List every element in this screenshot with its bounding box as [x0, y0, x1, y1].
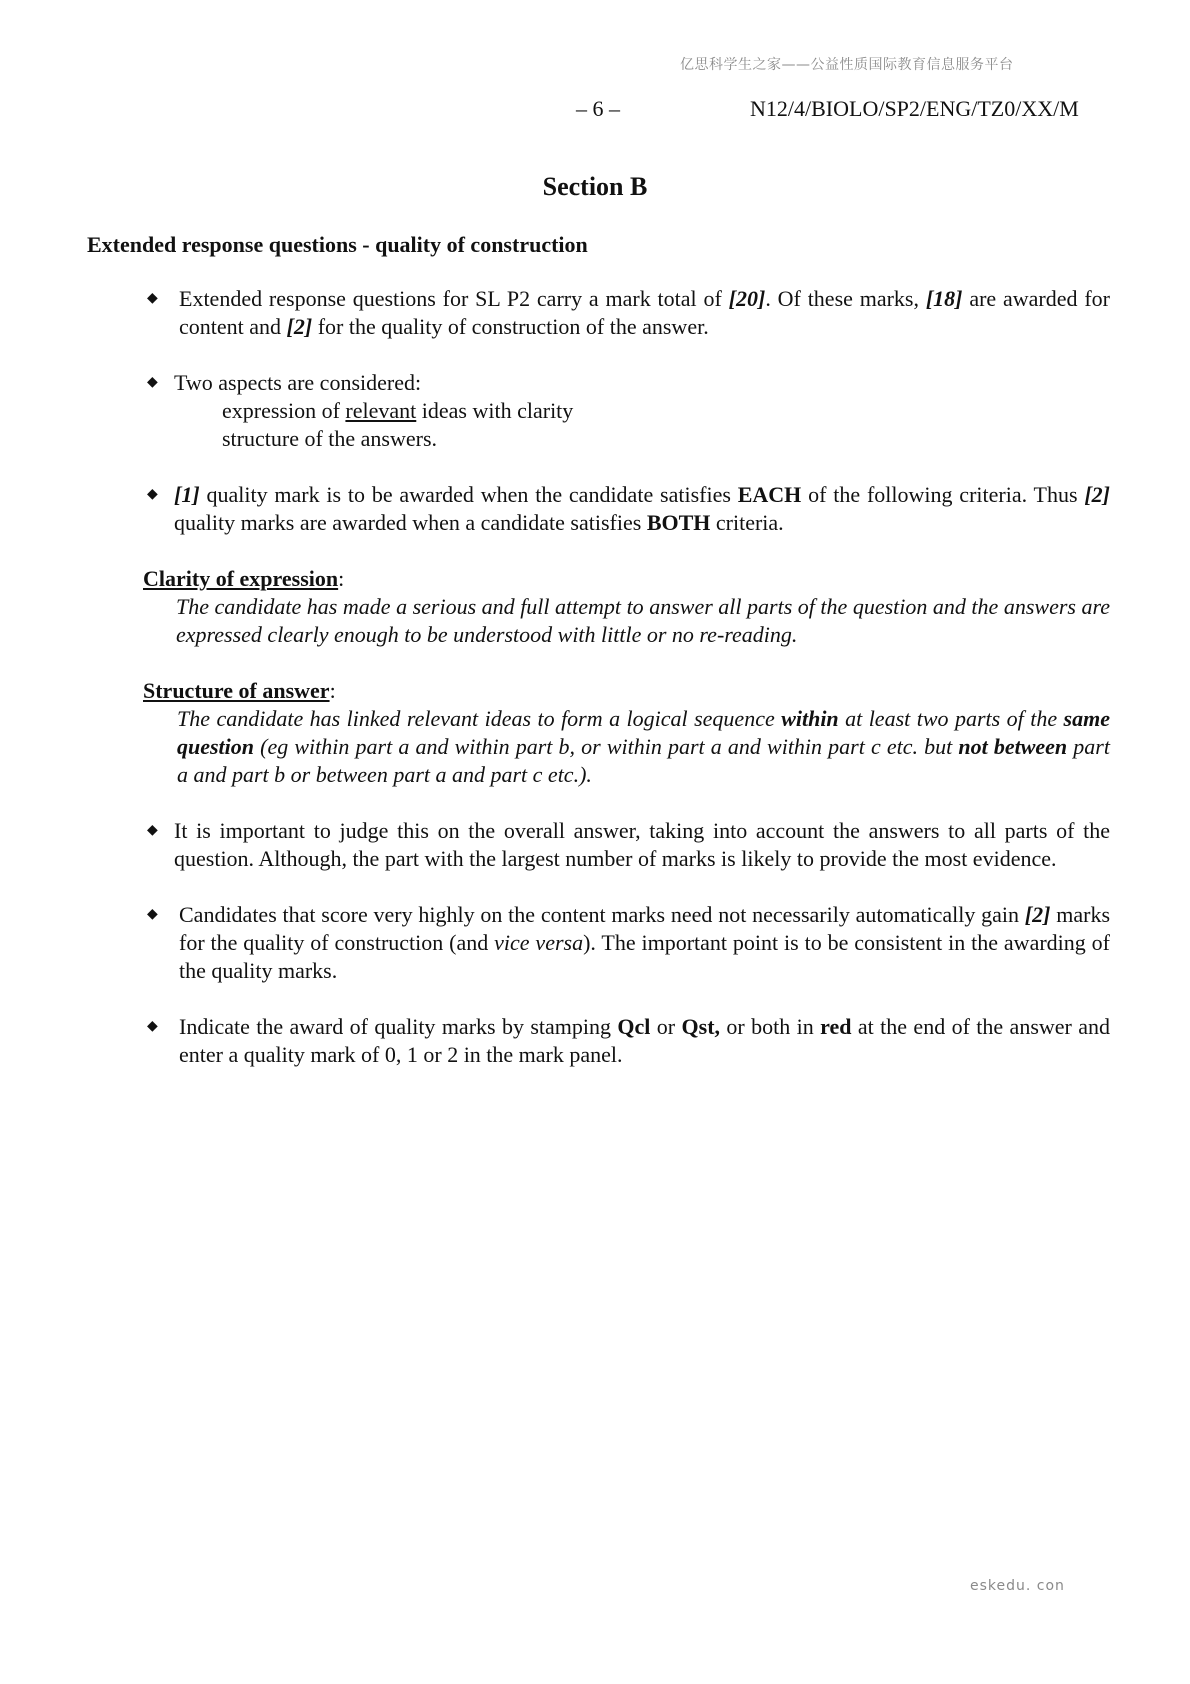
emphasis: red — [820, 1014, 852, 1039]
watermark-bottom: eskedu. con — [970, 1578, 1065, 1594]
bullet-stamping: ◆ Indicate the award of quality marks by stamping Qcl or Qst, or both in red at the end of the answer and enter a quality mark of 0, 1 or 2 in the mark panel. — [147, 1014, 1111, 1067]
bullet-text: are awarded for content and — [179, 286, 1110, 339]
italic-phrase: vice versa — [494, 930, 584, 955]
mark-value: [20] — [728, 286, 766, 311]
criterion-title: Clarity of expression: — [143, 566, 345, 591]
section-title: Section B — [542, 172, 648, 201]
stamp-code: Qcl — [617, 1014, 651, 1039]
aspect-item: structure of the answers. — [222, 426, 438, 451]
mark-value: [2] — [1084, 482, 1110, 507]
bullet-icon: ◆ — [147, 907, 158, 922]
criterion-body: The candidate has made a serious and full attempt to answer all parts of the question and the answers are expressed clearly enough to be understood with little or no re-reading. — [176, 594, 1110, 647]
bullet-quality-mark: ◆ [1] quality mark is to be awarded when the candidate satisfies EACH of the following criteria. Thus [2] quality marks are awarded when a candidate satisfies BOTH criteria. — [147, 482, 1110, 535]
bullet-icon: ◆ — [147, 291, 158, 306]
bullet-text: It is important to judge this on the overall answer, taking into account the answers to all parts of the question. Although, the part with the largest number of marks is likely to provide the most evidence. — [174, 818, 1110, 871]
subheading: Extended response questions - quality of construction — [87, 232, 588, 257]
bullet-icon: ◆ — [147, 823, 158, 838]
stamp-code: Qst, — [681, 1014, 721, 1039]
bullet-text: for the quality of construction of the answer. — [312, 314, 709, 339]
bullet-text: Two aspects are considered: — [174, 370, 422, 395]
document-body — [87, 285, 1110, 1097]
emphasis: BOTH — [646, 510, 711, 535]
emphasis: EACH — [737, 482, 802, 507]
underlined-word: relevant — [345, 398, 417, 423]
bullet-overall-answer — [87, 817, 1110, 873]
mark-value: [18] — [925, 286, 963, 311]
bullet-mark-total — [87, 285, 1110, 341]
bullet-icon: ◆ — [147, 375, 158, 390]
page-number: – 6 – — [576, 96, 620, 121]
aspect-item: expression of relevant ideas with clarity — [222, 398, 574, 423]
mark-value: [2] — [1024, 902, 1051, 927]
criterion-title: Structure of answer: — [143, 678, 336, 703]
criterion-structure — [87, 677, 1110, 789]
criterion-clarity — [87, 565, 1110, 649]
bullet-high-scores: ◆ Candidates that score very highly on the content marks need not necessarily automatically gain [2] marks for the quality of construction (and vice versa). The important point is to be consistent in the awarding of the quality marks. — [147, 902, 1110, 983]
bullet-text: Extended response questions for SL P2 carry a mark total of — [179, 286, 729, 311]
bullet-icon: ◆ — [147, 487, 158, 502]
mark-value: [2] — [286, 314, 313, 339]
bullet-icon: ◆ — [147, 1019, 158, 1034]
criterion-body: The candidate has linked relevant ideas to form a logical sequence within at least two parts of the same question (eg within part a and within part b, or within part a and within part c etc. but not between part a and part b or between part a and part c etc.). — [177, 706, 1110, 787]
watermark-top: 亿思科学生之家——公益性质国际教育信息服务平台 — [680, 57, 1014, 73]
mark-value: [1] — [174, 482, 200, 507]
bullet-aspects — [87, 369, 1110, 453]
bullet-text: . Of these marks, — [765, 286, 926, 311]
document-code: N12/4/BIOLO/SP2/ENG/TZ0/XX/M — [750, 96, 1079, 121]
